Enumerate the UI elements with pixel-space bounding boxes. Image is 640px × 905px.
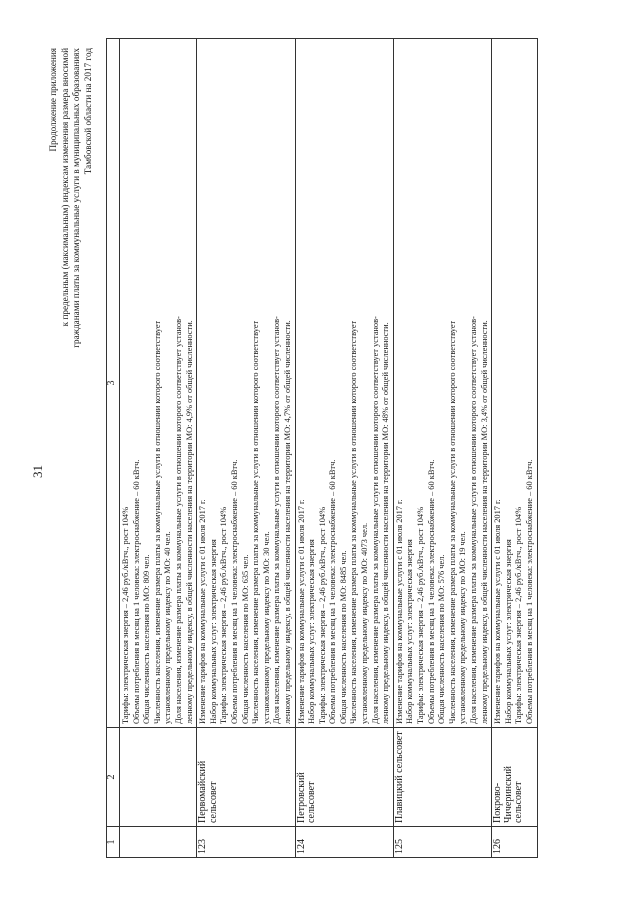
details-cell — [492, 39, 537, 728]
detail-line: ленному предельному индексу, в общей численности населения на территории МО: 3,4% от общей численности. — [479, 320, 489, 724]
tariff-table — [106, 38, 538, 858]
detail-line: Тарифы: электрическая энергия – 2,46 руб./кВтч., рост 104% — [219, 506, 229, 724]
detail-line: Объемы потребления в месяц на 1 человека: электроснабжение – 60 кВтч. — [229, 459, 239, 724]
detail-line: Численность населения, изменение размера платы за коммунальные услуги в отношении которого соответствует — [251, 320, 261, 724]
heading-line: Тамбовской области на 2017 год — [82, 48, 93, 175]
detail-line: Общая численность населения по МО: 576 чел. — [437, 554, 447, 724]
detail-line: Объемы потребления в месяц на 1 человека: электроснабжение – 60 кВтч. — [524, 459, 534, 724]
document-page — [12, 18, 622, 878]
detail-line: ленному предельному индексу, в общей численности населения на территории МО: 48% от общей численности. — [381, 322, 391, 724]
detail-line: Доля населения, изменение размера платы за коммунальные услуги в отношении которого соответствует установ- — [469, 316, 478, 724]
table-row — [295, 39, 393, 858]
detail-line: Набор коммунальных услуг: электрическая энергия — [503, 539, 513, 724]
detail-line: Общая численность населения по МО: 8485 чел. — [338, 550, 348, 724]
detail-line: Набор коммунальных услуг: электрическая энергия — [208, 539, 218, 724]
municipality-name: Петровский сельсовет — [295, 728, 393, 827]
column-header: 2 — [107, 728, 120, 827]
detail-line: ленному предельному индексу, в общей численности населения на территории МО: 4,7% от общей численности. — [282, 320, 292, 724]
detail-line: Набор коммунальных услуг: электрическая энергия — [405, 539, 415, 724]
appendix-heading — [48, 48, 94, 548]
heading-line: гражданами платы за коммунальные услуги в муниципальных образованиях — [71, 48, 81, 348]
row-number: 126 — [492, 827, 537, 858]
municipality-name: Покрово-Чичеринский сельсовет — [492, 728, 537, 827]
table-row — [492, 39, 537, 858]
detail-line: Численность населения, изменение размера платы за коммунальные услуги в отношении которого соответствует — [152, 320, 162, 724]
heading-line: к предельным (максимальным) индексам изменения размера вносимой — [59, 48, 70, 327]
detail-line: Изменение тарифов на коммунальные услуги с 01 июля 2017 г. — [493, 499, 503, 724]
column-header: 3 — [107, 39, 120, 728]
details-cell — [393, 39, 491, 728]
municipality-name: Плавицкий сельсовет — [393, 728, 491, 827]
detail-line: Объемы потребления в месяц на 1 человека: электроснабжение – 60 кВтч. — [328, 459, 338, 724]
detail-line: установленному предельному индексу по МО: 4073 чел. — [360, 522, 370, 724]
column-header: 1 — [107, 827, 120, 858]
detail-line: установленному предельному индексу по МО: 30 чел. — [261, 531, 271, 724]
heading-line: Продолжение приложения — [48, 48, 58, 152]
detail-line: ленному предельному индексу, в общей численности населения на территории МО: 4,9% от общей численности. — [184, 320, 194, 724]
detail-line: Тарифы: электрическая энергия – 2,46 руб./кВтч., рост 104% — [416, 506, 426, 724]
detail-line: Тарифы: электрическая энергия – 2,46 руб./кВтч., рост 104% — [317, 506, 327, 724]
table-header-row — [107, 39, 120, 858]
table-row — [393, 39, 491, 858]
row-number: 125 — [393, 827, 491, 858]
detail-line: Общая численность населения по МО: 809 чел. — [142, 554, 152, 724]
details-cell — [197, 39, 295, 728]
detail-line: Изменение тарифов на коммунальные услуги с 01 июля 2017 г. — [394, 499, 404, 724]
detail-line: Объемы потребления в месяц на 1 человека: электроснабжение – 60 кВтч. — [131, 459, 141, 724]
table-row-continuation — [120, 39, 197, 858]
detail-line: Объемы потребления в месяц на 1 человека: электроснабжение – 60 кВтч. — [426, 459, 436, 724]
detail-line: Численность населения, изменение размера платы за коммунальные услуги в отношении которого соответствует — [447, 320, 457, 724]
detail-line: Доля населения, изменение размера платы за коммунальные услуги в отношении которого соответствует установ- — [370, 316, 380, 724]
detail-line: установленному предельному индексу по МО: 19 чел. — [458, 531, 468, 724]
municipality-name: Первомайский сельсовет — [197, 728, 295, 827]
detail-line: Тарифы: электрическая энергия – 2,46 руб./кВтч., рост 104% — [121, 506, 130, 724]
table-row — [197, 39, 295, 858]
detail-line: Набор коммунальных услуг: электрическая энергия — [307, 539, 317, 724]
detail-line: Тарифы: электрическая энергия – 2,46 руб./кВтч., рост 104% — [514, 506, 524, 724]
detail-line: Доля населения, изменение размера платы за коммунальные услуги в отношении которого соответствует установ- — [272, 316, 282, 724]
page-number: 31 — [30, 465, 45, 478]
row-number-cell — [120, 827, 197, 858]
details-cell — [120, 39, 197, 728]
municipality-cell — [120, 728, 197, 827]
row-number: 124 — [295, 827, 393, 858]
detail-line: установленному предельному индексу по МО: 40 чел. — [163, 531, 173, 724]
detail-line: Изменение тарифов на коммунальные услуги с 01 июля 2017 г. — [296, 499, 306, 724]
details-cell — [295, 39, 393, 728]
detail-line: Численность населения, изменение размера платы за коммунальные услуги в отношении которого соответствует — [349, 320, 359, 724]
detail-line: Доля населения, изменение размера платы за коммунальные услуги в отношении которого соответствует установ- — [173, 316, 183, 724]
detail-line: Изменение тарифов на коммунальные услуги с 01 июля 2017 г. — [198, 499, 208, 724]
detail-line: Общая численность населения по МО: 635 чел. — [240, 554, 250, 724]
row-number: 123 — [197, 827, 295, 858]
